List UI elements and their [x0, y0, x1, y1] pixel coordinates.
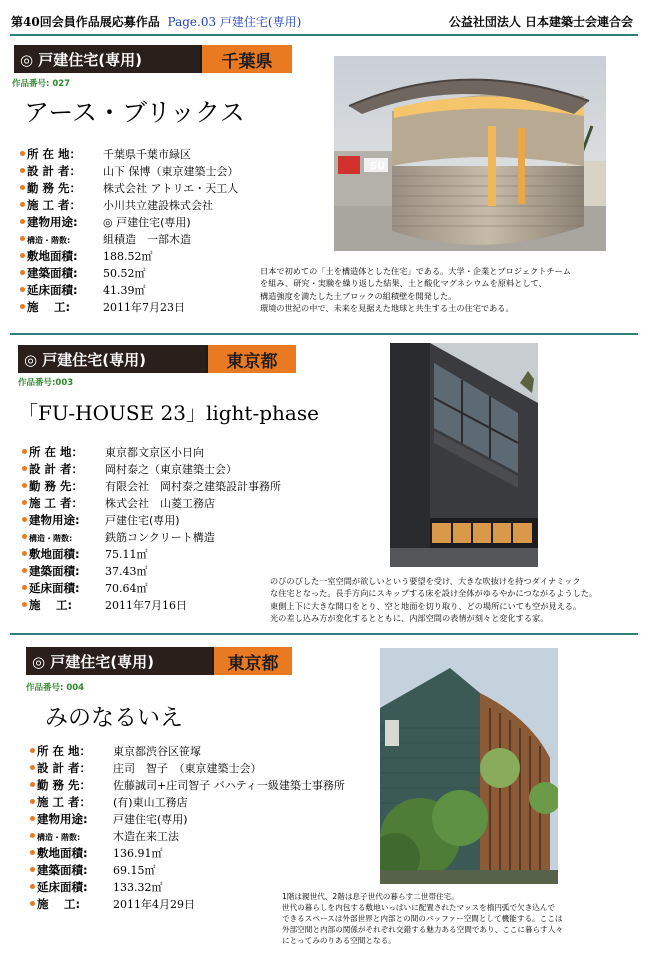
exhibition-title: 第40回会員作品展応募作品: [11, 15, 160, 29]
work-1-prefecture: 千葉県: [200, 45, 292, 73]
bullet-icon: [22, 483, 27, 488]
bullet-icon: [30, 765, 35, 770]
bullet-icon: [20, 168, 25, 173]
bullet-icon: [20, 304, 25, 309]
bullet-icon: [20, 270, 25, 275]
work-3-row-use: 建物用途: 戸建住宅(専用): [30, 811, 188, 826]
work-2-description: のびのびした一室空間が欲しいという要望を受け、大きな吹抜けを持つダイナミック な住宅となった。長手方向にスキップする床を設け全体がゆるやかにつながるようした。 東側上下に大きな開口をとり、空と地面を切り取り、どの場所にいても空が見える。 光の差し込み方が変化するとともに、内部空間の表情が刻々と変化する家。: [270, 576, 598, 623]
work-1-row-builder: 施 工 者： 小川共立建設株式会社: [20, 197, 213, 212]
work-1-photo: [334, 56, 606, 251]
work-2-row-use: 建物用途: 戸建住宅(専用): [22, 512, 180, 527]
bullet-icon: [22, 534, 27, 539]
work-1-row-building-area: 建築面積: 50.52㎡: [20, 265, 146, 280]
work-1-number: 作品番号: 027: [12, 79, 71, 89]
bullet-icon: [30, 816, 35, 821]
work-3-row-floor-area: 延床面積: 133.32㎡: [30, 879, 163, 894]
work-3-photo: [380, 648, 558, 884]
bullet-icon: [20, 236, 25, 241]
work-3-row-location: 所 在 地： 東京都渋谷区笹塚: [30, 743, 201, 758]
work-3-row-site-area: 敷地面積: 136.91㎡: [30, 845, 163, 860]
work-1-row-floor-area: 延床面積: 41.39㎡: [20, 282, 146, 297]
work-1-row-structure: 構造・階数: 組積造 一部木造: [20, 231, 191, 246]
bullet-icon: [22, 602, 27, 607]
work-1-row-use: 建物用途: ◎ 戸建住宅(専用): [20, 214, 191, 229]
bullet-icon: [30, 884, 35, 889]
work-1-title: アース・ブリックス: [24, 98, 245, 127]
bullet-icon: [20, 287, 25, 292]
section-divider-2: [10, 633, 638, 635]
work-2-row-location: 所 在 地： 東京都文京区小日向: [22, 444, 204, 459]
bullet-icon: [30, 850, 35, 855]
bullet-icon: [20, 219, 25, 224]
bullet-icon: [22, 500, 27, 505]
bullet-icon: [22, 466, 27, 471]
page-header-left: [11, 13, 301, 30]
work-1-row-designer: 設 計 者： 山下 保博（東京建築士会）: [20, 163, 239, 178]
work-2-row-builder: 施 工 者： 株式会社 山菱工務店: [22, 495, 215, 510]
bullet-icon: [30, 901, 35, 906]
work-3-category: ◎ 戸建住宅(専用): [26, 647, 212, 675]
bullet-icon: [30, 867, 35, 872]
work-2-category: ◎ 戸建住宅(専用): [18, 345, 206, 373]
work-2-row-floor-area: 延床面積: 70.64㎡: [22, 580, 148, 595]
bullet-icon: [30, 833, 35, 838]
work-2-row-designer: 設 計 者： 岡村泰之（東京建築士会）: [22, 461, 237, 476]
work-3-prefecture: 東京都: [212, 647, 292, 675]
work-3-row-office: 勤 務 先： 佐藤誠司+庄司智子 バハティ一級建築士事務所: [30, 777, 345, 792]
work-2-category-band: [18, 345, 296, 373]
work-1-row-completion: 施 工: 2011年7月23日: [20, 299, 185, 314]
bullet-icon: [20, 253, 25, 258]
organization-name: 公益社団法人 日本建築士会連合会: [448, 15, 633, 29]
work-2-title: 「FU-HOUSE 23」light-phase: [18, 401, 319, 425]
work-2-number: 作品番号:003: [18, 378, 74, 388]
work-1-row-office: 勤 務 先： 株式会社 アトリエ・天工人: [20, 180, 238, 195]
bullet-icon: [30, 782, 35, 787]
work-1-row-location: 所 在 地： 千葉県千葉市緑区: [20, 146, 191, 161]
work-2-row-site-area: 敷地面積: 75.11㎡: [22, 546, 148, 561]
work-1-category: ◎ 戸建住宅(専用): [14, 45, 200, 73]
work-1-description: 日本で初めての「土を構造体とした住宅」である。大学・企業とプロジェクトチーム を組み、研究・実験を繰り返した結果、土と酸化マグネシウムを原料として、 構造強度を満たした土ブロックの組積壁を開発した。 環境の世紀の中で、未来を見据えた地球と共生する土の住宅である。: [260, 266, 571, 313]
header-rule: [10, 34, 638, 36]
work-3-row-building-area: 建築面積: 69.15㎡: [30, 862, 156, 877]
work-3-title: みのなるいえ: [45, 705, 183, 731]
work-3-row-structure: 構造・階数: 木造在来工法: [30, 828, 179, 843]
bullet-icon: [22, 551, 27, 556]
work-1-row-site-area: 敷地面積: 188.52㎡: [20, 248, 153, 263]
bullet-icon: [22, 449, 27, 454]
work-3-details: [30, 743, 390, 913]
work-3-row-designer: 設 計 者： 庄司 智子 （東京建築士会）: [30, 760, 262, 775]
work-2-row-structure: 構造・階数: 鉄筋コンクリート構造: [22, 529, 215, 544]
work-2-prefecture: 東京都: [206, 345, 296, 373]
page-section-label: Page.03 戸建住宅(専用): [167, 15, 302, 29]
work-2-row-building-area: 建築面積: 37.43㎡: [22, 563, 148, 578]
bullet-icon: [22, 568, 27, 573]
work-1-category-band: [14, 45, 292, 73]
work-3-row-builder: 施 工 者： (有)東山工務店: [30, 794, 188, 809]
work-2-row-office: 勤 務 先： 有限会社 岡村泰之建築設計事務所: [22, 478, 281, 493]
work-3-category-band: [26, 647, 292, 675]
bullet-icon: [30, 799, 35, 804]
work-3-number: 作品番号: 004: [26, 683, 85, 693]
bullet-icon: [30, 748, 35, 753]
bullet-icon: [22, 585, 27, 590]
work-2-photo: [390, 343, 538, 567]
section-divider-1: [10, 333, 638, 335]
work-3-row-completion: 施 工: 2011年4月29日: [30, 896, 195, 911]
work-2-row-completion: 施 工: 2011年7月16日: [22, 597, 187, 612]
bullet-icon: [20, 202, 25, 207]
svg-text:SU: SU: [370, 161, 386, 172]
bullet-icon: [22, 517, 27, 522]
work-3-description: 1階は親世代、2階は息子世代の暮らす二世帯住宅。 世代の暮らしを内包する敷地いっぱいに配置されたマッスを楕円弧で欠き込んで できるスペースは外部世界と内部との間のバッファー空間として機能する。ここは 外部空間と内部の関係がそれぞれ交錯する魅力ある空間であり、ここに暮らす人々 にとってみのりある空間となる。: [282, 892, 563, 945]
bullet-icon: [20, 185, 25, 190]
bullet-icon: [20, 151, 25, 156]
